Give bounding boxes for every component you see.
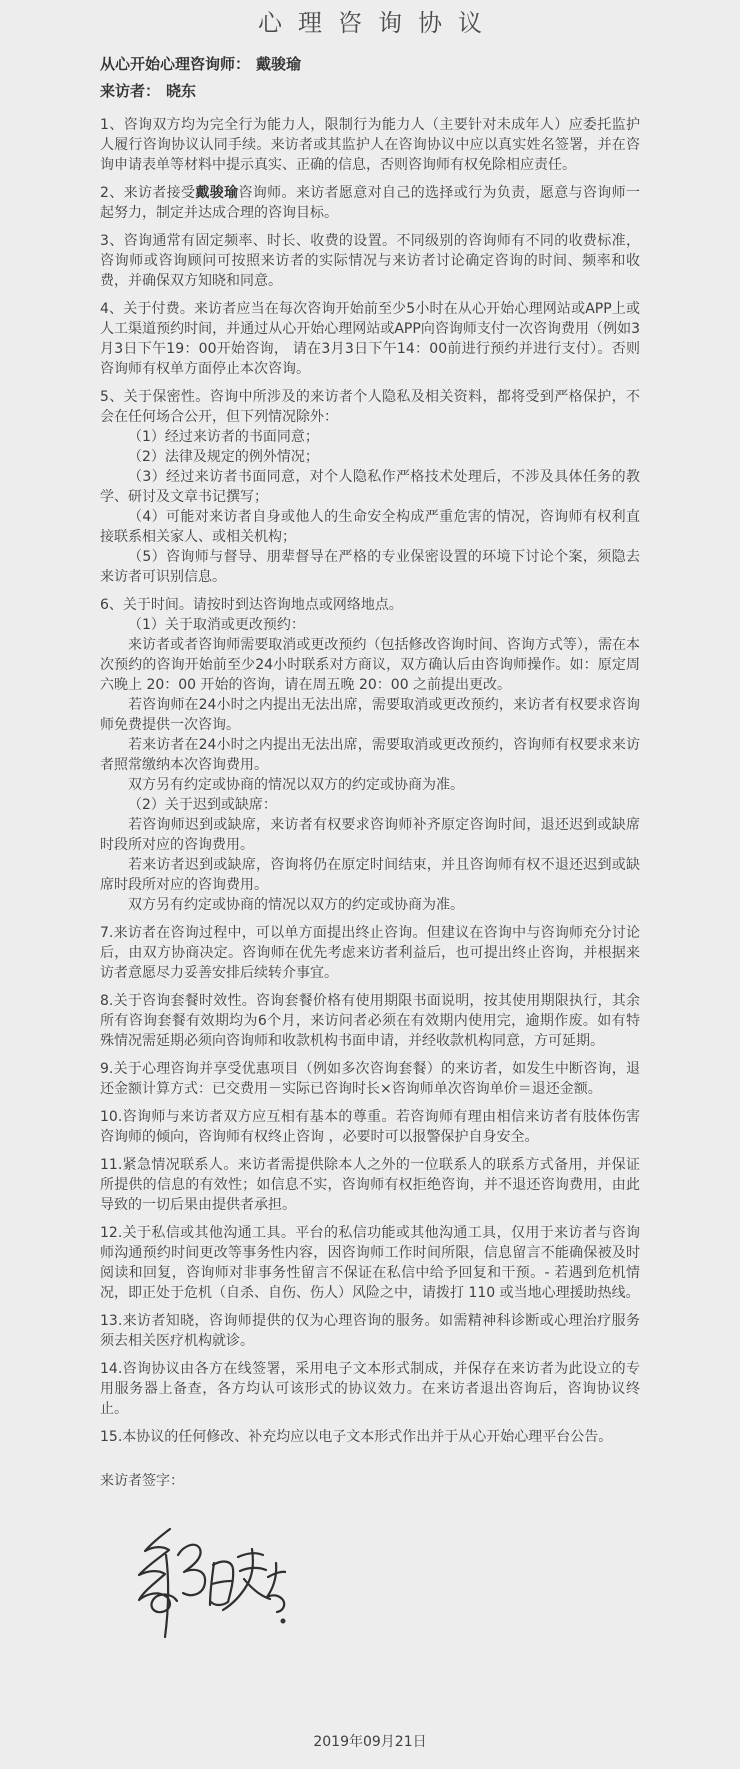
page-title: 心理咨询协议 [258,9,498,37]
clause-text: 14.咨询协议由各方在线签署，采用电子文本形式制成，并保存在来访者为此设立的专用服务器上备查，各方均认可该形式的协议效力。在来访者退出咨询后，咨询协议终止。 [100,1361,640,1417]
clause-text: 来访者或者咨询师需要取消或更改预约（包括修改咨询时间、咨询方式等），需在本次预约的咨询开始前至少24小时联系对方商议，双方确认后由咨询师操作。如：原定周六晚上 20：00 开始的咨询，请在周五晚 20：00 之前提出更改。 [100,637,640,693]
clause-text: 若咨询师迟到或缺席，来访者有权要求咨询师补齐原定咨询时间，退还迟到或缺席时段所对应的咨询费用。 [100,817,640,853]
sign-date: 2019年09月21日 [313,1734,427,1750]
clause [100,1311,640,1351]
clause [100,595,640,915]
clause [100,923,640,983]
clause-text: 9.关于心理咨询并享受优惠项目（例如多次咨询套餐）的来访者，如发生中断咨询，退还金额计算方式：已交费用－实际已咨询时长×咨询师单次咨询单价＝退还金额。 [100,1061,640,1097]
clause-text: 7.来访者在咨询过程中，可以单方面提出终止咨询。但建议在咨询中与咨询师充分讨论后，由双方协商决定。咨询师在优先考虑来访者利益后，也可提出终止咨询，并根据来访者意愿尽力妥善安排后续转介事宜。 [100,925,640,981]
clause-text: 15.本协议的任何修改、补充均应以电子文本形式作出并于从心开始心理平台公告。 [100,1429,613,1445]
clause-text: 若来访者迟到或缺席，咨询将仍在原定时间结束，并且咨询师有权不退还迟到或缺席时段所对应的咨询费用。 [100,857,640,893]
clause-text: 13.来访者知晓，咨询师提供的仅为心理咨询的服务。如需精神科诊断或心理治疗服务须去相关医疗机构就诊。 [100,1313,640,1349]
clause-text: 3、咨询通常有固定频率、时长、收费的设置。不同级别的咨询师有不同的收费标准，咨询师或咨询顾问可按照来访者的实际情况与来访者讨论确定咨询的时间、频率和收费，并确保双方知晓和同意。 [100,233,640,289]
clause-text: 1、咨询双方均为完全行为能力人，限制行为能力人（主要针对未成年人）应委托监护人履行咨询协议认同手续。来访者或其监护人在咨询协议中应以真实姓名签署，并在咨询申请表单等材料中提示真实、正确的信息，否则咨询师有权免除相应责任。 [100,117,640,173]
counselor-label: 从心开始心理咨询师： [100,55,251,73]
clause-text: 2、来访者接受戴骏瑜咨询师。来访者愿意对自己的选择或行为负责，愿意与咨询师一起努力，制定并达成合理的咨询目标。 [100,185,640,221]
clause-text: 10.咨询师与来访者双方应互相有基本的尊重。若咨询师有理由相信来访者有肢体伤害咨询师的倾向，咨询师有权终止咨询 ，必要时可以报警保护自身安全。 [100,1109,640,1145]
client-line [100,81,640,101]
clause-text: 6、关于时间。请按时到达咨询地点或网络地点。 [100,597,403,613]
clause [100,1155,640,1215]
clause-text: 12.关于私信或其他沟通工具。平台的私信功能或其他沟通工具，仅用于来访者与咨询师沟通预约时间更改等事务性内容，因咨询师工作时间所限，信息留言不能确保被及时阅读和回复，咨询师对非事务性留言不保证在私信中给予回复和干预。- 若遇到危机情况，即正处于危机（自杀、自伤、伤人）风险之中，请拨打 110 或当地心理援助热线。 [100,1225,640,1301]
counselor-line [100,54,640,74]
clause-text: 若咨询师在24小时之内提出无法出席，需要取消或更改预约，来访者有权要求咨询师免费提供一次咨询。 [100,697,640,733]
clause [100,299,640,379]
clause-text: （2）关于迟到或缺席： [128,797,277,813]
clause-text: （1）经过来访者的书面同意； [128,429,319,445]
signature-ink-icon [126,1525,286,1643]
clause [100,387,640,587]
clause-text: （4）可能对来访者自身或他人的生命安全构成严重危害的情况，咨询师有权利直接联系相关家人、或相关机构； [100,509,640,545]
counselor-name: 戴骏瑜 [256,55,302,73]
clause-text: 4、关于付费。来访者应当在每次咨询开始前至少5小时在从心开始心理网站或APP上或人工渠道预约时间，并通过从心开始心理网站或APP向咨询师支付一次咨询费用（例如3月3日下午19：00开始咨询， 请在3月3日下午14：00前进行预约并进行支付）。否则咨询师有权单方面停止本次咨询。 [100,301,640,377]
clause-text: （1）关于取消或更改预约： [128,617,305,633]
handwritten-signature [126,1525,286,1643]
clause [100,1359,640,1419]
clause [100,1059,640,1099]
clause [100,1427,640,1447]
clauses [100,115,640,1447]
clause-text: 11.紧急情况联系人。来访者需提供除本人之外的一位联系人的联系方式备用，并保证所提供的信息的有效性；如信息不实，咨询师有权拒绝咨询，并不退还咨询费用，由此导致的一切后果由提供者承担。 [100,1157,640,1213]
clause-text: 5、关于保密性。咨询中所涉及的来访者个人隐私及相关资料，都将受到严格保护，不会在任何场合公开，但下列情况除外： [100,389,640,425]
clause-text: （3）经过来访者书面同意，对个人隐私作严格技术处理后，不涉及具体任务的教学、研讨及文章书记撰写； [100,469,640,505]
clause [100,991,640,1051]
clause-text: 双方另有约定或协商的情况以双方的约定或协商为准。 [128,897,464,913]
clause-text: 双方另有约定或协商的情况以双方的约定或协商为准。 [128,777,464,793]
clause [100,231,640,291]
clause-text: （2）法律及规定的例外情况； [128,449,319,465]
signature-label: 来访者签字： [100,1473,184,1489]
client-label: 来访者： [100,82,161,100]
clause-text: 若来访者在24小时之内提出无法出席，需要取消或更改预约，咨询师有权要求来访者照常缴纳本次咨询费用。 [100,737,640,773]
counselor-name-emphasis: 戴骏瑜 [195,185,239,201]
client-name: 晓东 [166,82,197,100]
clause-text: （5）咨询师与督导、朋辈督导在严格的专业保密设置的环境下讨论个案，须隐去来访者可识别信息。 [100,549,640,585]
clause [100,115,640,175]
clause [100,183,640,223]
clause-text: 8.关于咨询套餐时效性。咨询套餐价格有使用期限书面说明，按其使用期限执行，其余所有咨询套餐有效期均为6个月，来访问者必须在有效期内使用完，逾期作废。如有特殊情况需延期必须向咨询师和收款机构书面申请，并经收款机构同意，方可延期。 [100,993,640,1049]
clause [100,1107,640,1147]
clause [100,1223,640,1303]
